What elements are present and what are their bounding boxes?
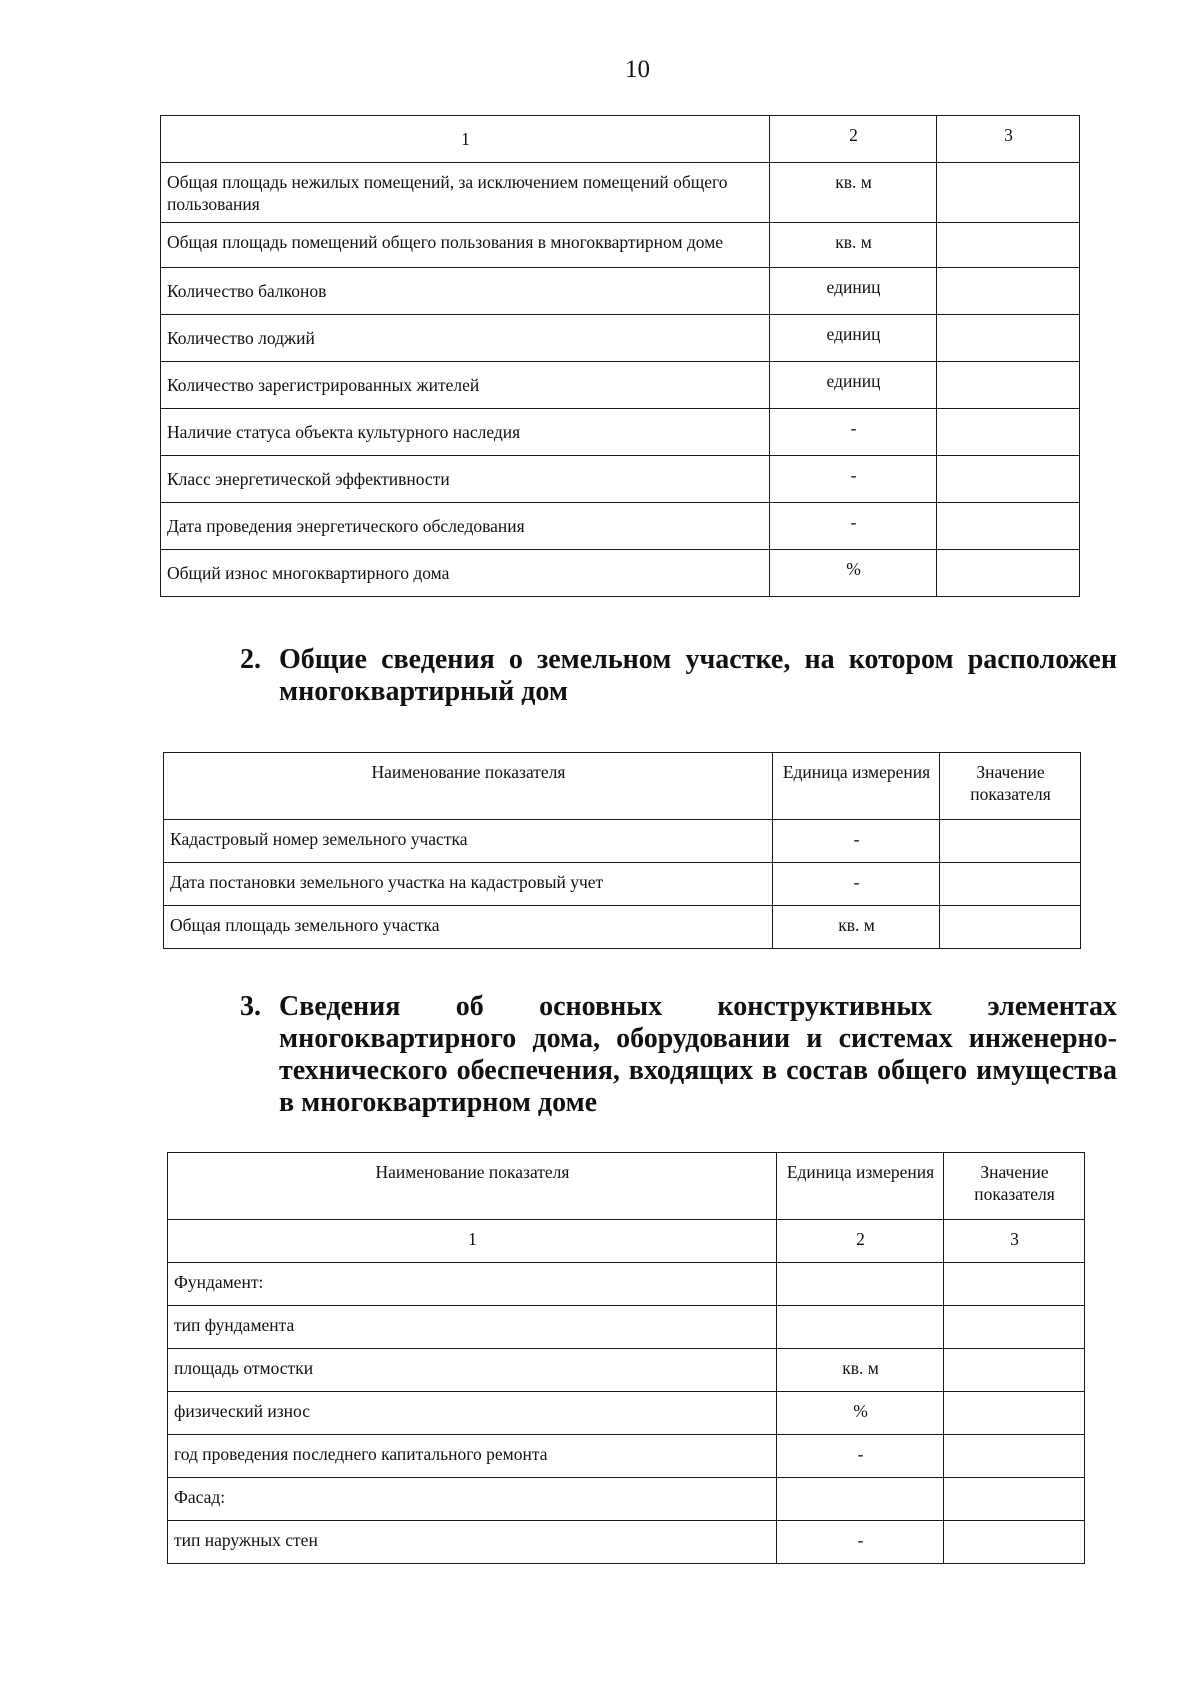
- unit-cell: -: [770, 408, 937, 455]
- value-cell[interactable]: [937, 163, 1080, 223]
- value-cell[interactable]: [940, 906, 1081, 949]
- structural-elements-table: [167, 1152, 1085, 1564]
- indicator-name: тип фундамента: [168, 1306, 777, 1349]
- indicator-name: год проведения последнего капитального ремонта: [168, 1435, 777, 1478]
- indicator-name: Общая площадь нежилых помещений, за исключением помещений общего пользования: [161, 163, 770, 223]
- indicator-name: Наличие статуса объекта культурного наследия: [161, 408, 770, 455]
- column-number-row: [161, 116, 1080, 163]
- value-cell[interactable]: [944, 1306, 1085, 1349]
- section-number: 2.: [240, 644, 261, 675]
- land-plot-table: [163, 752, 1081, 949]
- value-cell[interactable]: [937, 361, 1080, 408]
- indicator-name: Кадастровый номер земельного участка: [164, 820, 773, 863]
- table-row: [168, 1392, 1085, 1435]
- section-title: Общие сведения о земельном участке, на котором расположен многоквартирный дом: [279, 644, 1117, 707]
- unit-cell: кв. м: [770, 163, 937, 223]
- value-cell[interactable]: [944, 1521, 1085, 1564]
- indicator-name: Общий износ многоквартирного дома: [161, 549, 770, 596]
- unit-cell: -: [777, 1521, 944, 1564]
- column-number: 3: [944, 1220, 1085, 1263]
- table-row: [161, 549, 1080, 596]
- column-number: 1: [168, 1220, 777, 1263]
- indicator-name: Количество лоджий: [161, 314, 770, 361]
- unit-cell: кв. м: [777, 1349, 944, 1392]
- header-value: Значение показателя: [944, 1153, 1085, 1220]
- header-name: Наименование показателя: [164, 753, 773, 820]
- table-row: [168, 1349, 1085, 1392]
- header-unit: Единица измерения: [773, 753, 940, 820]
- value-cell[interactable]: [937, 455, 1080, 502]
- column-number: 2: [770, 116, 937, 163]
- header-unit: Единица измерения: [777, 1153, 944, 1220]
- indicator-name: Фасад:: [168, 1478, 777, 1521]
- table-row: [161, 314, 1080, 361]
- indicator-name: Количество балконов: [161, 267, 770, 314]
- column-number-row: [168, 1220, 1085, 1263]
- indicator-name: площадь отмостки: [168, 1349, 777, 1392]
- unit-cell: единиц: [770, 314, 937, 361]
- indicator-name: Общая площадь земельного участка: [164, 906, 773, 949]
- table-row: [161, 502, 1080, 549]
- unit-cell: [777, 1263, 944, 1306]
- value-cell[interactable]: [937, 502, 1080, 549]
- table-row: [168, 1478, 1085, 1521]
- value-cell[interactable]: [944, 1349, 1085, 1392]
- indicator-name: тип наружных стен: [168, 1521, 777, 1564]
- indicator-name: Количество зарегистрированных жителей: [161, 361, 770, 408]
- indicator-name: Дата постановки земельного участка на кадастровый учет: [164, 863, 773, 906]
- value-cell[interactable]: [944, 1392, 1085, 1435]
- table-row: [164, 820, 1081, 863]
- value-cell[interactable]: [944, 1435, 1085, 1478]
- indicator-name: Фундамент:: [168, 1263, 777, 1306]
- table-row: [168, 1263, 1085, 1306]
- unit-cell: -: [770, 455, 937, 502]
- section-3-heading: [240, 991, 1117, 1119]
- unit-cell: -: [777, 1435, 944, 1478]
- table-row: [168, 1521, 1085, 1564]
- value-cell[interactable]: [937, 222, 1080, 267]
- unit-cell: -: [770, 502, 937, 549]
- section-2-heading: [240, 644, 1117, 708]
- header-name: Наименование показателя: [168, 1153, 777, 1220]
- unit-cell: единиц: [770, 267, 937, 314]
- value-cell[interactable]: [940, 820, 1081, 863]
- unit-cell: [777, 1478, 944, 1521]
- value-cell[interactable]: [940, 863, 1081, 906]
- table-row: [168, 1435, 1085, 1478]
- value-cell[interactable]: [937, 267, 1080, 314]
- unit-cell: кв. м: [770, 222, 937, 267]
- value-cell[interactable]: [937, 549, 1080, 596]
- unit-cell: кв. м: [773, 906, 940, 949]
- value-cell[interactable]: [944, 1263, 1085, 1306]
- column-number: 2: [777, 1220, 944, 1263]
- value-cell[interactable]: [944, 1478, 1085, 1521]
- header-value: Значение показателя: [940, 753, 1081, 820]
- page-number: 10: [625, 56, 650, 83]
- column-number: 1: [161, 116, 770, 163]
- table-row: [161, 222, 1080, 267]
- table-row: [161, 163, 1080, 223]
- table-row: [164, 863, 1081, 906]
- unit-cell: %: [770, 549, 937, 596]
- section-title: Сведения об основных конструктивных элементах многоквартирного дома, оборудовании и системах инженерно-технического обеспечения, входящих в состав общего имущества в многоквартирном доме: [279, 991, 1117, 1118]
- table-row: [161, 408, 1080, 455]
- indicator-name: Дата проведения энергетического обследования: [161, 502, 770, 549]
- table-row: [168, 1306, 1085, 1349]
- unit-cell: единиц: [770, 361, 937, 408]
- indicator-name: Класс энергетической эффективности: [161, 455, 770, 502]
- building-characteristics-table: [160, 115, 1080, 597]
- indicator-name: Общая площадь помещений общего пользования в многоквартирном доме: [161, 222, 770, 267]
- table-row: [161, 267, 1080, 314]
- value-cell[interactable]: [937, 314, 1080, 361]
- table-row: [161, 361, 1080, 408]
- unit-cell: -: [773, 863, 940, 906]
- table-row: [164, 906, 1081, 949]
- section-number: 3.: [240, 991, 261, 1022]
- header-row: [164, 753, 1081, 820]
- unit-cell: -: [773, 820, 940, 863]
- table-row: [161, 455, 1080, 502]
- indicator-name: физический износ: [168, 1392, 777, 1435]
- column-number: 3: [937, 116, 1080, 163]
- unit-cell: %: [777, 1392, 944, 1435]
- value-cell[interactable]: [937, 408, 1080, 455]
- unit-cell: [777, 1306, 944, 1349]
- header-row: [168, 1153, 1085, 1220]
